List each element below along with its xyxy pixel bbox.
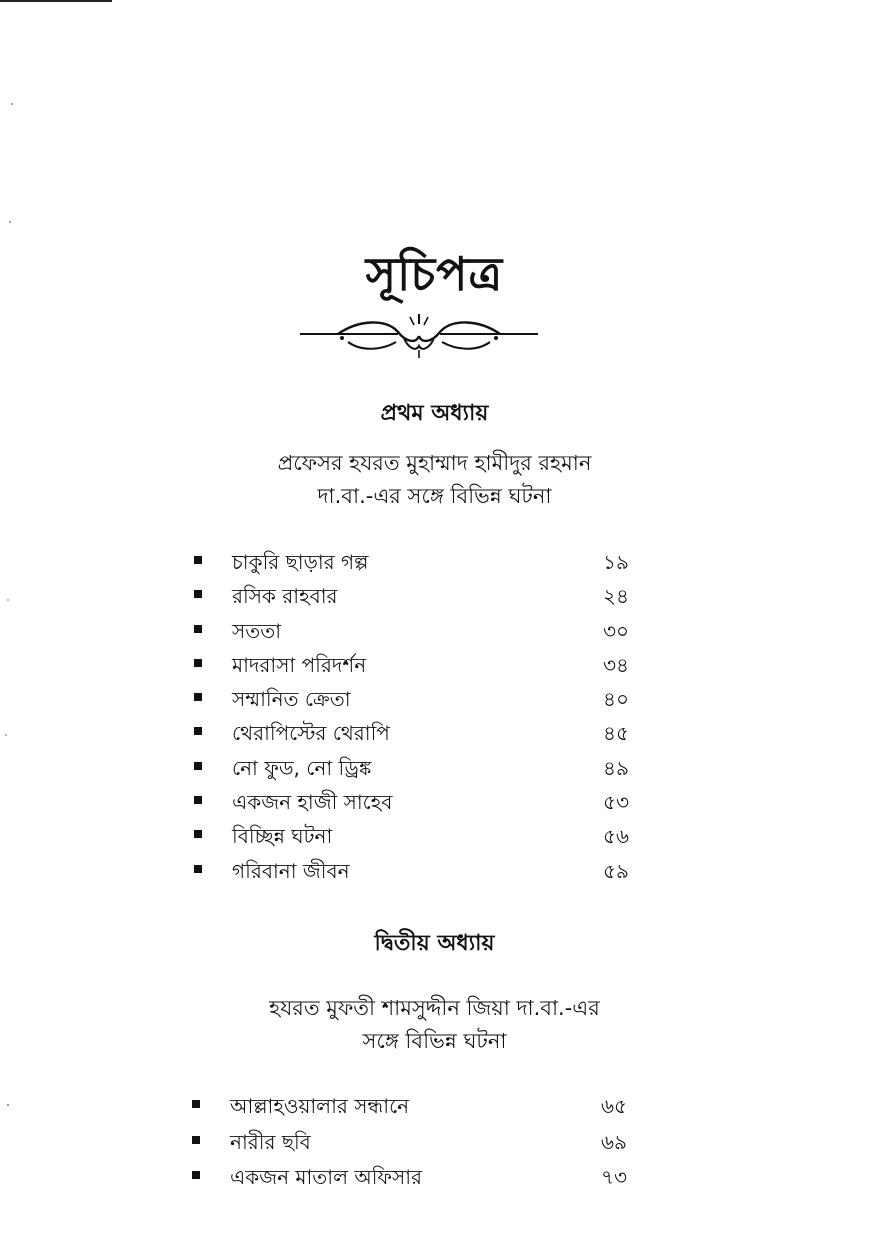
chapter-1-heading: প্রথম অধ্যায় [380, 401, 489, 426]
bullet-square-icon [194, 659, 202, 667]
bullet-square-icon [194, 865, 202, 873]
bullet-square-icon [192, 1100, 200, 1108]
entry-title: নো ফুড, নো ড্রিঙ্ক [232, 755, 372, 780]
entry-page-number: ৫৬ [603, 824, 629, 849]
toc-entry [0, 578, 869, 612]
entry-page-number: ৭৩ [601, 1165, 628, 1189]
toc-entry [0, 818, 869, 852]
entry-title: আল্লাহওয়ালার সন্ধানে [230, 1094, 410, 1118]
page-title: সূচিপত্র [365, 247, 504, 301]
chapter-1-toc-list [0, 544, 869, 887]
toc-entry [0, 750, 869, 784]
entry-page-number: ৩০ [603, 618, 630, 643]
entry-page-number: ৪৯ [603, 755, 629, 780]
toc-entry [0, 1088, 869, 1124]
entry-page-number: ৫৩ [603, 790, 629, 815]
entry-title: মাদরাসা পরিদর্শন [232, 652, 367, 677]
bullet-square-icon [194, 830, 202, 838]
chapter-2-subtitle-line-2: সঙ্গে বিভিন্ন ঘটনা [362, 1029, 507, 1053]
flourish-ornament [298, 312, 540, 360]
toc-entry [0, 853, 869, 887]
entry-title: থেরাপিস্টের থেরাপি [232, 721, 390, 746]
toc-entry [0, 1159, 869, 1195]
bullet-square-icon [194, 693, 202, 701]
top-edge-rule [0, 0, 112, 2]
entry-title: গরিবানা জীবন [232, 858, 350, 883]
bullet-square-icon [194, 556, 202, 564]
entry-page-number: ১৯ [603, 550, 629, 574]
chapter-2-subtitle-line-1: হযরত মুফতী শামসুদ্দীন জিয়া দা.বা.-এর [269, 996, 600, 1020]
entry-title: চাকুরি ছাড়ার গল্প [232, 550, 369, 574]
chapter-2-heading: দ্বিতীয় অধ্যায় [374, 931, 495, 956]
toc-entry [0, 544, 869, 578]
entry-page-number: ৬৯ [601, 1129, 627, 1154]
toc-entry [0, 784, 869, 818]
toc-entry [0, 715, 869, 749]
entry-title: সততা [232, 618, 282, 643]
entry-title: নারীর ছবি [230, 1129, 311, 1154]
chapter-1-subtitle-line-2: দা.বা.-এর সঙ্গে বিভিন্ন ঘটনা [317, 484, 552, 508]
bullet-square-icon [194, 590, 202, 598]
entry-page-number: ৪০ [603, 687, 629, 712]
bullet-square-icon [194, 727, 202, 735]
bullet-square-icon [194, 796, 202, 804]
toc-entry [0, 613, 869, 647]
entry-page-number: ৫৯ [603, 858, 629, 883]
bullet-square-icon [192, 1136, 200, 1144]
entry-title: বিচ্ছিন্ন ঘটনা [232, 824, 333, 849]
toc-entry [0, 1124, 869, 1160]
entry-title: একজন হাজী সাহেব [232, 790, 393, 815]
toc-entry [0, 681, 869, 715]
bullet-square-icon [194, 625, 202, 633]
bullet-square-icon [194, 762, 202, 770]
toc-entry [0, 647, 869, 681]
entry-title: একজন মাতাল অফিসার [230, 1165, 423, 1189]
entry-title: রসিক রাহবার [232, 584, 338, 609]
entry-title: সম্মানিত ক্রেতা [232, 687, 351, 712]
bullet-square-icon [192, 1171, 200, 1179]
chapter-2-toc-list [0, 1088, 869, 1195]
entry-page-number: ৪৫ [603, 721, 629, 746]
entry-page-number: ৩৪ [603, 652, 629, 677]
entry-page-number: ৬৫ [601, 1094, 627, 1118]
chapter-1-subtitle-line-1: প্রফেসর হযরত মুহাম্মাদ হামীদুর রহমান [277, 451, 592, 475]
entry-page-number: ২৪ [603, 584, 629, 609]
